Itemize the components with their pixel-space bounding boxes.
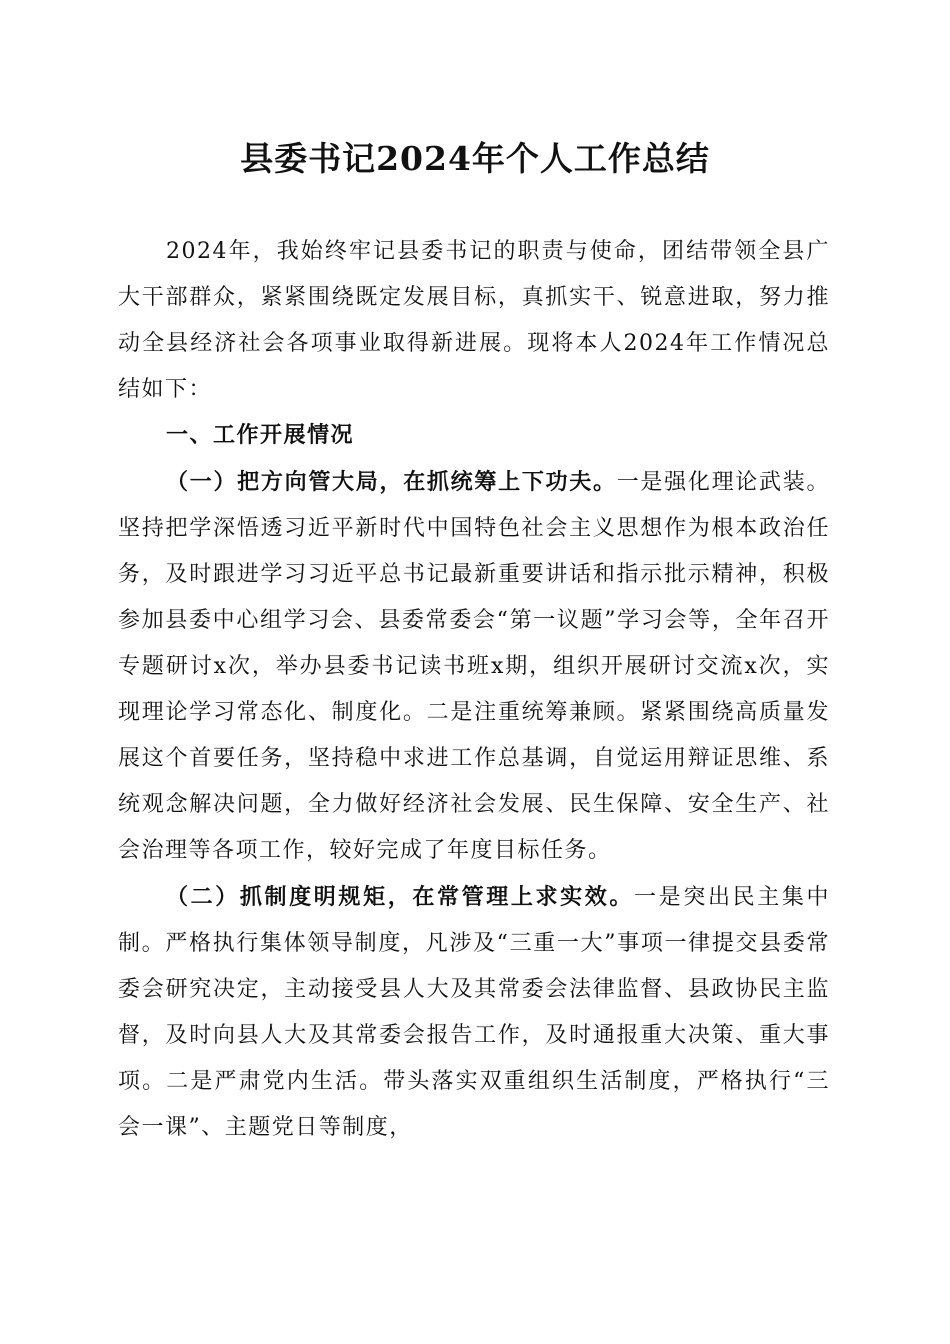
document-title: 县委书记2024年个人工作总结	[240, 139, 710, 178]
part-2-subheading: （二）抓制度明规矩，在常管理上求实效。	[166, 884, 635, 910]
intro-paragraph: 2024年，我始终牢记县委书记的职责与使命，团结带领全县广大干部群众，紧紧围绕既定发展目标，真抓实干、锐意进取，努力推动全县经济社会各项事业取得新进展。现将本人2024年工作情况总结如下：	[118, 239, 830, 402]
part-1-text: 一是强化理论武装。坚持把学深悟透习近平新时代中国特色社会主义思想作为根本政治任务，及时跟进学习习近平总书记最新重要讲话和指示批示精神，积极参加县委中心组学习会、县委常委会“第一议题”学习会等，全年召开专题研讨x次，举办县委书记读书班x期，组织开展研讨交流x次，实现理论学习常态化、制度化。二是注重统筹兼顾。紧紧围绕高质量发展这个首要任务，坚持稳中求进工作总基调，自觉运用辩证思维、系统观念解决问题，全力做好经济社会发展、民生保障、安全生产、社会治理等各项工作，较好完成了年度目标任务。	[118, 470, 830, 863]
part-1-subheading: （一）把方向管大局，在抓统筹上下功夫。	[166, 469, 617, 495]
document-body	[118, 229, 830, 1151]
part-1-paragraph	[118, 459, 830, 874]
part-2-text: 一是突出民主集中制。严格执行集体领导制度，凡涉及“三重一大”事项一律提交县委常委会研究决定，主动接受县人大及其常委会法律监督、县政协民主监督，及时向县人大及其常委会报告工作，及时通报重大决策、重大事项。二是严肃党内生活。带头落实双重组织生活制度，严格执行“三会一课”、主题党日等制度，	[118, 885, 830, 1140]
section-heading: 一、工作开展情况	[166, 423, 355, 448]
part-2-paragraph	[118, 874, 830, 1151]
